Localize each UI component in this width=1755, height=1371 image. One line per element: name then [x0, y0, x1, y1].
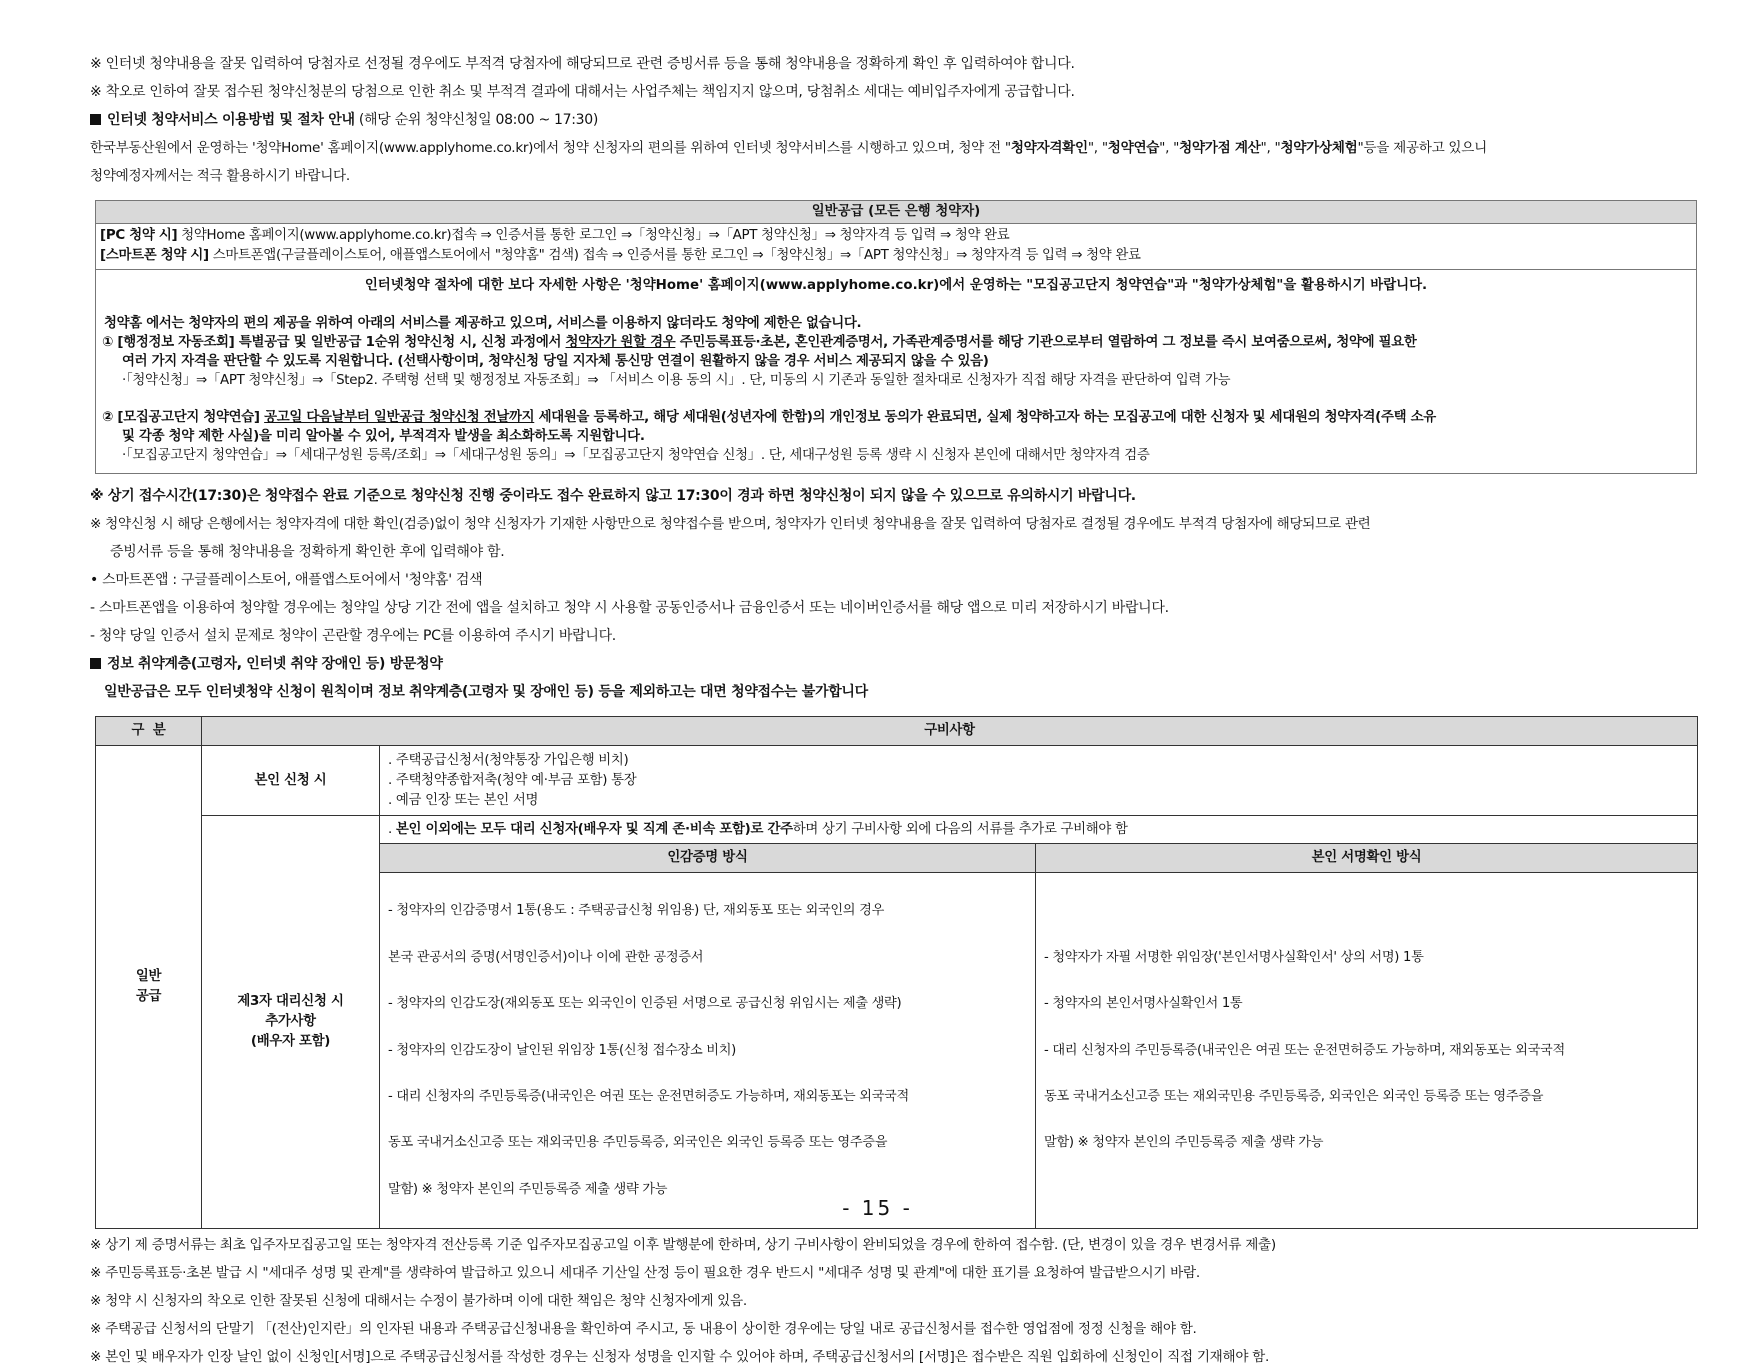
list-item: . 예금 인장 또는 본인 서명: [388, 792, 539, 808]
item2-underline: 공고일 다음날부터 일반공급 청약신청 전날까지: [264, 410, 535, 425]
bottom-notes: [90, 1231, 1695, 1371]
section-heading-vulnerable: [90, 650, 1695, 678]
intro-note-1: ※ 인터넷 청약내용을 잘못 입력하여 당첨자로 선정될 경우에도 부적격 당첨자에 해당되므로 관련 증빙서류 등을 통해 청약내용을 정확하게 확인 후 입력하여야 합니다.: [90, 56, 1075, 72]
bottom-note: ※ 상기 제 증명서류는 최초 입주자모집공고일 또는 청약자격 전산등록 기준 입주자모집공고일 이후 발행분에 한하며, 상기 구비사항이 완비되었을 경우에 한하여 접수함. (단, 변경이 있을 경우 변경서류 제출): [90, 1237, 1276, 1254]
list-item: 본국 관공서의 증명(서명인증서)이나 이에 관한 공정증서: [388, 949, 704, 965]
item2-line3: ·「모집공고단지 청약연습」⇒「세대구성원 등록/조회」⇒「세대구성원 동의」⇒「모집공고단지 청약연습 신청」. 단, 세대구성원 등록 생략 시 신청자 본인에 대해서만 청약자격 검증: [122, 448, 1150, 463]
pc-label: [PC 청약 시]: [100, 228, 178, 243]
internet-application-box: [95, 200, 1697, 474]
bottom-note: ※ 본인 및 배우자가 인장 날인 없이 신청인[서명]으로 주택공급신청서를 작성한 경우는 신청자 성명을 인지할 수 있어야 하며, 주택공급신청서의 [서명]은 접수받은 직원 입회하에 신청인이 직접 기재해야 함.: [90, 1349, 1270, 1366]
mid-note-2a: ※ 청약신청 시 해당 은행에서는 청약자격에 대한 확인(검증)없이 청약 신청자가 기재한 사항만으로 청약접수를 받으며, 청약자가 인터넷 청약내용을 잘못 입력하여 당첨자로 결정될 경우에도 부적격 당첨자에 해당되므로 관련: [90, 516, 1371, 532]
para-bold-1: 청약자격확인: [1010, 140, 1088, 156]
list-item: - 청약자가 자필 서명한 위임장('본인서명사실확인서' 상의 서명) 1통: [1044, 949, 1424, 965]
row1-items: [380, 746, 1698, 816]
mid-note-1: ※ 상기 접수시간(17:30)은 청약접수 완료 기준으로 청약신청 진행 중이라도 접수 완료하지 않고 17:30이 경과 하면 청약신청이 되지 않을 수 있으므로 유의하시기 바랍니다.: [90, 488, 1136, 504]
pc-procedure: [100, 226, 1692, 246]
square-bullet-icon: [90, 658, 101, 669]
list-item: - 청약자의 인감증명서 1통(용도 : 주택공급신청 위임용) 단, 재외동포 또는 외국인의 경우: [388, 903, 885, 919]
item2-a: ② [모집공고단지 청약연습]: [102, 410, 265, 425]
list-item: 말함) ※ 청약자 본인의 주민등록증 제출 생략 가능: [1044, 1135, 1324, 1151]
list-item: - 대리 신청자의 주민등록증(내국인은 여권 또는 운전면허증도 가능하며, 재외동포는 외국국적: [388, 1089, 909, 1105]
pc-text: 청약Home 홈페이지(www.applyhome.co.kr)접속 ⇒ 인증서를 통한 로그인 ⇒「청약신청」⇒「APT 청약신청」⇒ 청약자격 등 입력 ⇒ 청약 완료: [177, 228, 1010, 243]
list-item: - 청약자의 본인서명사실확인서 1통: [1044, 996, 1243, 1012]
para-sep-4: "등을 제공하고 있으니: [1357, 140, 1487, 156]
para-sep-3: ", ": [1260, 140, 1281, 156]
section-title-suffix: (해당 순위 청약신청일 08:00 ~ 17:30): [354, 112, 599, 128]
box-body: [96, 270, 1696, 473]
item2-line1: [102, 408, 1690, 427]
list-item: 말함) ※ 청약자 본인의 주민등록증 제출 생략 가능: [388, 1181, 668, 1197]
list-item: - 청약자의 인감도장(재외동포 또는 외국인이 인증된 서명으로 공급신청 위임시는 제출 생략): [388, 996, 902, 1012]
row2-head-a: .: [388, 821, 396, 837]
sub-header-signature: 본인 서명확인 방식: [1036, 844, 1698, 873]
signature-method-items: [1036, 873, 1698, 1229]
mid-note-5: - 청약 당일 인증서 설치 문제로 청약이 곤란할 경우에는 PC를 이용하여 주시기 바랍니다.: [90, 628, 616, 644]
mobile-text: 스마트폰앱(구글플레이스토어, 애플앱스토어에서 "청약홈" 검색) 접속 ⇒ 인증서를 통한 로그인 ⇒「청약신청」⇒「APT 청약신청」⇒ 청약자격 등 입력 ⇒ 청약 완료: [208, 248, 1141, 263]
box-header: 일반공급 (모든 은행 청약자): [96, 201, 1696, 224]
item1-b: 주민등록표등·초본, 혼인관계증명서, 가족관계증명서를 해당 기관으로부터 열람하여 그 정보를 즉시 보여줌으로써, 청약에 필요한: [675, 335, 1417, 350]
item1-a: ① [행정정보 자동조회] 특별공급 및 일반공급 1순위 청약신청 시, 신청 과정에서: [102, 335, 566, 350]
mid-note-2b: 증빙서류 등을 통해 청약내용을 정확하게 확인한 후에 입력해야 함.: [110, 544, 505, 560]
mobile-label: [스마트폰 청약 시]: [100, 248, 209, 263]
para-text-2: 청약예정자께서는 적극 활용하시기 바랍니다.: [90, 168, 350, 184]
service-intro: 청약홈 에서는 청약자의 편의 제공을 위하여 아래의 서비스를 제공하고 있으며, 서비스를 이용하지 않더라도 청약에 제한은 없습니다.: [104, 316, 862, 331]
para-bold-3: 청약가점 계산: [1179, 140, 1261, 156]
bottom-note: ※ 주민등록표등·초본 발급 시 "세대주 성명 및 관계"를 생략하여 발급하고 있으니 세대주 기산일 산정 등이 필요한 경우 반드시 "세대주 성명 및 관계"에 대한 표기를 요청하여 발급받으시기 바람.: [90, 1265, 1200, 1282]
seal-method-items: [380, 873, 1036, 1229]
list-item: . 주택공급신청서(청약통장 가입은행 비치): [388, 752, 629, 768]
list-item: - 청약자의 인감도장이 날인된 위임장 1통(신청 접수장소 비치): [388, 1042, 737, 1058]
mid-note-4: - 스마트폰앱을 이용하여 청약할 경우에는 청약일 상당 기간 전에 앱을 설치하고 청약 시 사용할 공동인증서나 금융인증서 또는 네이버인증서를 해당 앱으로 미리 저장하시기 바랍니다.: [90, 600, 1169, 616]
intro-note-2: ※ 착오로 인하여 잘못 접수된 청약신청분의 당첨으로 인한 취소 및 부적격 결과에 대해서는 사업주체는 책임지지 않으며, 당첨취소 세대는 예비입주자에게 공급합니다.: [90, 84, 1075, 100]
table-header-category: 구 분: [96, 717, 202, 746]
row2-label: 제3자 대리신청 시 추가사항 (배우자 포함): [202, 816, 380, 1229]
para-bold-4: 청약가상체험: [1280, 140, 1358, 156]
item1-underline: 청약자가 원할 경우: [565, 335, 676, 350]
item1-line2: 여러 가지 자격을 판단할 수 있도록 지원합니다. (선택사항이며, 청약신청 당일 지자체 통신망 연결이 원활하지 않을 경우 서비스 제공되지 않을 수 있음): [122, 354, 989, 369]
section-title: 인터넷 청약서비스 이용방법 및 절차 안내: [107, 112, 355, 128]
mid-note-3: • 스마트폰앱 : 구글플레이스토어, 애플앱스토어에서 '청약홈' 검색: [90, 572, 483, 588]
guide-center-text: 인터넷청약 절차에 대한 보다 자세한 사항은 '청약Home' 홈페이지(www.applyhome.co.kr)에서 운영하는 "모집공고단지 청약연습"과 "청약가상체험"을 활용하시기 바랍니다.: [364, 278, 1428, 293]
sub-header-seal: 인감증명 방식: [380, 844, 1036, 873]
list-item: 동포 국내거소신고증 또는 재외국민용 주민등록증, 외국인은 외국인 등록증 또는 영주증을: [388, 1135, 888, 1151]
box-procedure-rows: [96, 224, 1696, 270]
page-number: - 15 -: [842, 1196, 913, 1220]
document-page: [90, 50, 1695, 1371]
row1-label: 본인 신청 시: [202, 746, 380, 816]
item1-line3: ·「청약신청」⇒「APT 청약신청」⇒「Step2. 주택형 선택 및 행정정보 자동조회」⇒ 「서비스 이용 동의 시」. 단, 미동의 시 기존과 동일한 절차대로 신청자가 직접 해당 자격을 판단하여 입력 가능: [122, 373, 1231, 388]
section2-title: 정보 취약계층(고령자, 인터넷 취약 장애인 등) 방문청약: [107, 656, 443, 672]
group-label: 일반 공급: [96, 746, 202, 1229]
list-item: . 주택청약종합저축(청약 예·부금 포함) 통장: [388, 772, 637, 788]
required-documents-table: [95, 716, 1698, 1229]
intro-paragraph: [90, 134, 1695, 190]
list-item: 동포 국내거소신고증 또는 재외국민용 주민등록증, 외국인은 외국인 등록증 또는 영주증을: [1044, 1089, 1544, 1105]
row2-head: [380, 816, 1698, 844]
mobile-procedure: [100, 246, 1692, 266]
table-header-requirements: 구비사항: [202, 717, 1698, 746]
para-bold-2: 청약연습: [1107, 140, 1160, 156]
row2-head-c: 하며 상기 구비사항 외에 다음의 서류를 추가로 구비해야 함: [792, 821, 1128, 837]
row2-head-bold: 본인 이외에는 모두 대리 신청자(배우자 및 직계 존·비속 포함)로 간주: [395, 821, 793, 837]
para-text: 한국부동산원에서 운영하는 '청약Home' 홈페이지(www.applyhome.co.kr)에서 청약 신청자의 편의를 위하여 인터넷 청약서비스를 시행하고 있으며, 청약 전 ": [90, 140, 1011, 156]
list-item: - 대리 신청자의 주민등록증(내국인은 여권 또는 운전면허증도 가능하며, 재외동포는 외국국적: [1044, 1042, 1565, 1058]
section2-desc: 일반공급은 모두 인터넷청약 신청이 원칙이며 정보 취약계층(고령자 및 장애인 등) 등을 제외하고는 대면 청약접수는 불가합니다: [104, 684, 868, 700]
square-bullet-icon: [90, 114, 101, 125]
item2-b: 세대원을 등록하고, 해당 세대원(성년자에 한함)의 개인정보 동의가 완료되면, 실제 청약하고자 하는 모집공고에 대한 신청자 및 세대원의 청약자격(주택 소유: [534, 410, 1436, 425]
bottom-note: ※ 청약 시 신청자의 착오로 인한 잘못된 신청에 대해서는 수정이 불가하며 이에 대한 책임은 청약 신청자에게 있음.: [90, 1293, 747, 1310]
para-sep-2: ", ": [1159, 140, 1180, 156]
item2-line2: 및 각종 청약 제한 사실)을 미리 알아볼 수 있어, 부적격자 발생을 최소화하도록 지원합니다.: [122, 429, 645, 444]
section-heading-internet: [90, 106, 1695, 134]
bottom-note: ※ 주택공급 신청서의 단말기 「(전산)인지란」의 인자된 내용과 주택공급신청내용을 확인하여 주시고, 동 내용이 상이한 경우에는 당일 내로 공급신청서를 접수한 영업점에 정정 신청을 해야 함.: [90, 1321, 1197, 1338]
para-sep-1: ", ": [1087, 140, 1108, 156]
item1-line1: [102, 333, 1690, 352]
